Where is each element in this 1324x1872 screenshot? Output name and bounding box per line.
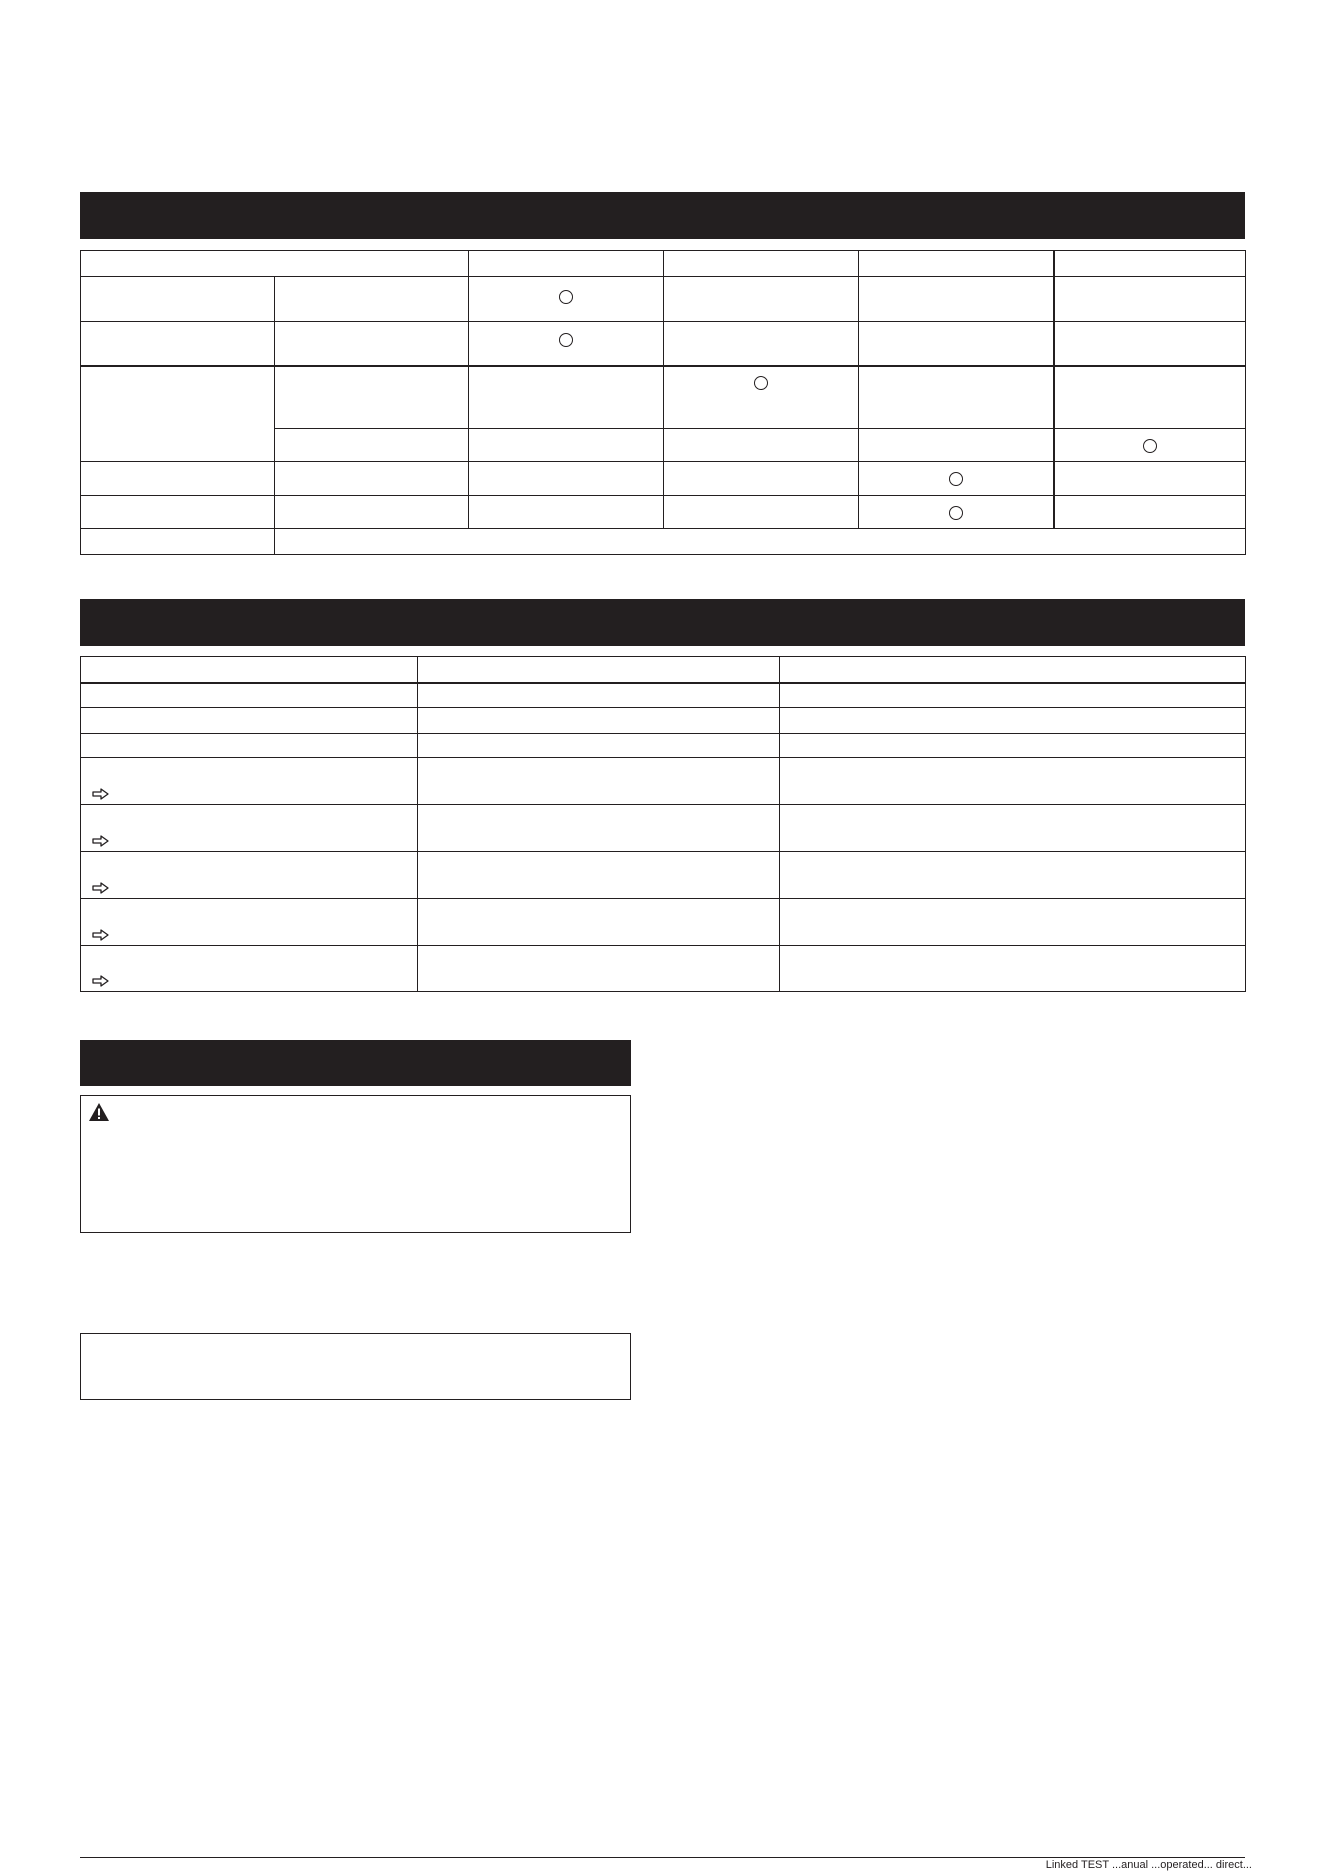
table-cell — [81, 805, 418, 852]
section-header-bar-2 — [80, 599, 1245, 646]
header-cell — [1054, 251, 1246, 277]
warning-box — [80, 1095, 631, 1233]
table-cell — [418, 852, 780, 899]
table-cell — [780, 852, 1246, 899]
table-row — [81, 805, 1246, 852]
table-row — [81, 852, 1246, 899]
table-row — [81, 683, 1246, 708]
table-cell — [469, 429, 664, 462]
table-cell — [780, 734, 1246, 758]
table-row — [81, 322, 1246, 366]
table-cell — [81, 708, 418, 734]
table-cell — [81, 852, 418, 899]
table-cell — [418, 734, 780, 758]
circle-marker-icon — [559, 290, 573, 304]
table-cell — [81, 734, 418, 758]
table-cell — [1054, 496, 1246, 529]
section-header-bar-3 — [80, 1040, 631, 1086]
circle-marker-icon — [949, 506, 963, 520]
header-cell — [418, 657, 780, 683]
table-cell — [1054, 462, 1246, 496]
table-cell — [664, 277, 859, 322]
table-cell — [469, 462, 664, 496]
circle-marker-icon — [949, 472, 963, 486]
right-arrow-icon — [92, 788, 110, 800]
right-arrow-icon — [92, 975, 110, 987]
circle-marker-icon — [754, 376, 768, 390]
table-cell — [469, 496, 664, 529]
table-cell — [275, 322, 469, 366]
table-cell — [81, 277, 275, 322]
table-cell — [859, 366, 1054, 429]
table-cell — [275, 496, 469, 529]
table-cell — [1054, 322, 1246, 366]
circle-marker-icon — [559, 333, 573, 347]
table-cell — [81, 322, 275, 366]
table-cell — [469, 322, 664, 366]
table-cell — [1054, 429, 1246, 462]
table-row — [81, 462, 1246, 496]
table-cell — [418, 899, 780, 946]
table-row — [81, 899, 1246, 946]
warning-triangle-icon — [88, 1102, 110, 1122]
table-cell — [275, 366, 469, 429]
table-cell — [81, 529, 275, 555]
table-cell — [418, 946, 780, 992]
table-cell — [81, 496, 275, 529]
header-cell — [664, 251, 859, 277]
table-cell — [859, 429, 1054, 462]
table-cell — [81, 758, 418, 805]
table-cell — [664, 496, 859, 529]
marker-table — [80, 250, 1246, 555]
table-cell — [418, 708, 780, 734]
section-header-bar-1 — [80, 192, 1245, 239]
table-cell — [81, 683, 418, 708]
table-cell — [275, 277, 469, 322]
table-cell — [859, 322, 1054, 366]
table-cell — [859, 462, 1054, 496]
table-cell — [418, 758, 780, 805]
right-arrow-icon — [92, 882, 110, 894]
table-cell — [418, 805, 780, 852]
header-cell — [469, 251, 664, 277]
header-cell — [859, 251, 1054, 277]
table-cell — [780, 683, 1246, 708]
table-row — [81, 277, 1246, 322]
table-cell — [859, 496, 1054, 529]
header-cell — [81, 251, 469, 277]
table-row — [81, 366, 1246, 429]
table-cell — [664, 322, 859, 366]
header-cell — [780, 657, 1246, 683]
table-cell — [780, 946, 1246, 992]
table-row — [81, 529, 1246, 555]
table-row — [81, 946, 1246, 992]
header-cell — [81, 657, 418, 683]
table-cell — [1054, 277, 1246, 322]
table-cell — [81, 899, 418, 946]
table-cell — [81, 462, 275, 496]
table-row — [81, 708, 1246, 734]
table-cell — [859, 277, 1054, 322]
circle-marker-icon — [1143, 439, 1157, 453]
table-cell — [664, 462, 859, 496]
table-row — [81, 251, 1246, 277]
table-cell — [275, 529, 1246, 555]
table-row — [81, 496, 1246, 529]
table-cell — [418, 683, 780, 708]
right-arrow-icon — [92, 929, 110, 941]
table-cell — [469, 277, 664, 322]
table-cell — [780, 899, 1246, 946]
table-cell — [275, 429, 469, 462]
footer-text: Linked TEST ...anual ...operated... direct... — [1045, 1859, 1252, 1871]
table-cell — [664, 429, 859, 462]
right-arrow-icon — [92, 835, 110, 847]
table-cell — [81, 946, 418, 992]
reference-table — [80, 656, 1246, 992]
table-cell — [664, 366, 859, 429]
table-row — [81, 758, 1246, 805]
table-cell — [780, 805, 1246, 852]
note-box — [80, 1333, 631, 1400]
table-row — [81, 657, 1246, 683]
table-cell — [469, 366, 664, 429]
table-row — [81, 734, 1246, 758]
table-cell — [81, 366, 275, 462]
table-cell — [1054, 366, 1246, 429]
table-cell — [780, 758, 1246, 805]
table-cell — [780, 708, 1246, 734]
table-cell — [275, 462, 469, 496]
